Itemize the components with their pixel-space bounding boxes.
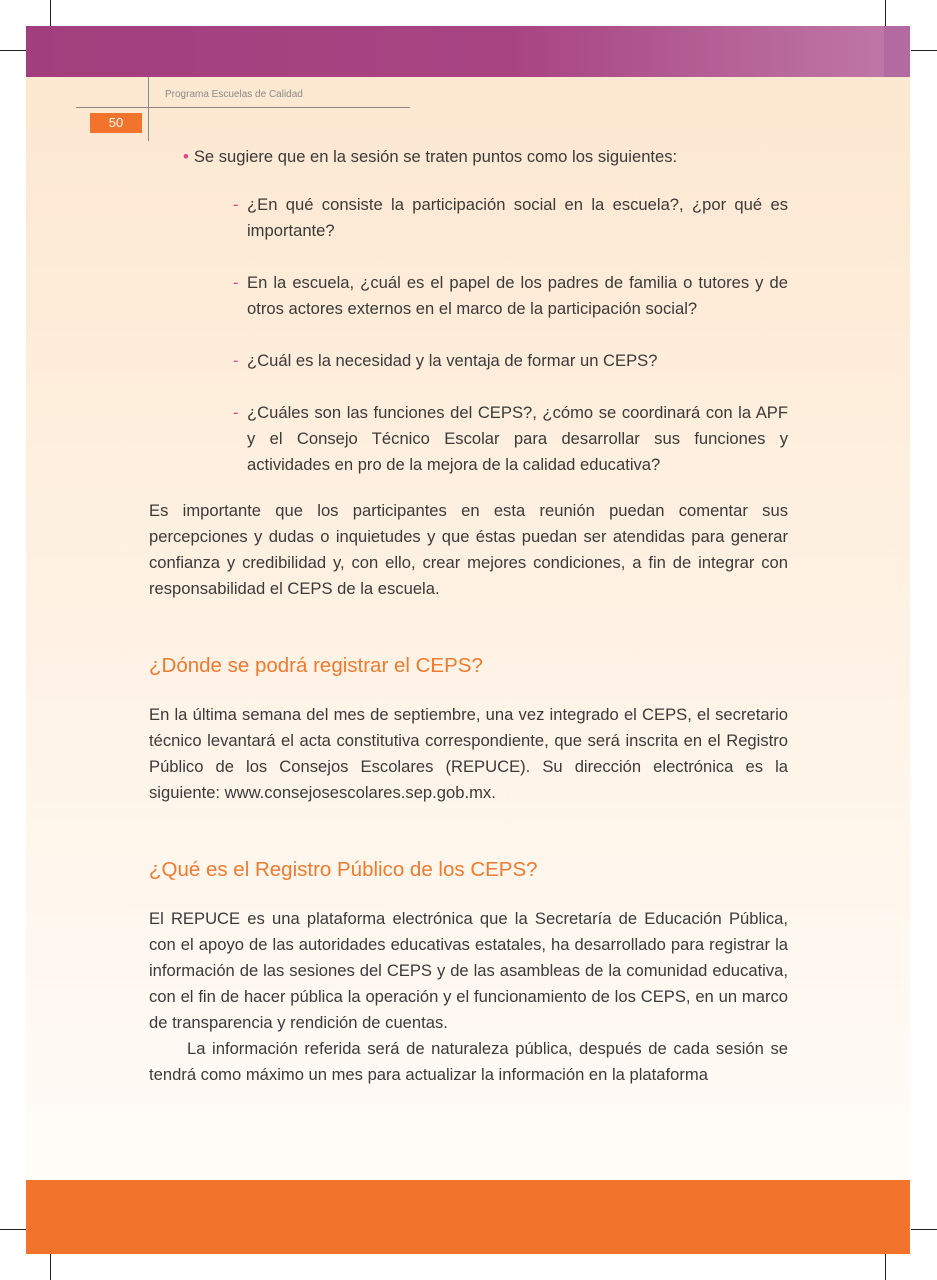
list-item: - ¿Cuáles son las funciones del CEPS?, ¿cómo se coordinará con la APF y el Consejo Técnico Escolar para desarrollar sus funciones y actividades en pro de la mejora de la calidad educativa?	[233, 400, 788, 478]
paragraph-participation: Es importante que los participantes en esta reunión puedan comentar sus percepciones y dudas o inquietudes y que éstas puedan ser atendidas para generar confianza y credibilidad y, con ello, crear mejores condiciones, a fin de integrar con responsabilidad el CEPS de la escuela.	[149, 501, 788, 598]
top-color-band	[26, 26, 910, 77]
crop-mark	[885, 1254, 886, 1280]
list-item: - ¿Cuál es la necesidad y la ventaja de formar un CEPS?	[233, 348, 788, 374]
section-heading-register: ¿Dónde se podrá registrar el CEPS?	[149, 654, 483, 677]
crop-mark	[885, 0, 886, 26]
dash-icon: -	[233, 195, 239, 214]
page-number: 50	[90, 113, 142, 133]
crop-mark	[911, 50, 937, 51]
paragraph-repuce: El REPUCE es una plataforma electrónica que la Secretaría de Educación Pública, con el apoyo de las autoridades educativas estatales, ha desarrollado para registrar la información de las sesiones del CEPS y de las asambleas de la comunidad educativa, con el fin de hacer pública la operación y el funcionamiento de los CEPS, en un marco de transparencia y rendición de cuentas.	[149, 909, 788, 1032]
crop-mark	[0, 50, 26, 51]
header-divider-vertical	[148, 77, 149, 141]
dash-icon: -	[233, 403, 239, 422]
page-content	[149, 144, 788, 1088]
top-band-accent	[884, 26, 910, 77]
list-item: - ¿En qué consiste la participación social en la escuela?, ¿por qué es importante?	[233, 192, 788, 244]
dash-icon: -	[233, 273, 239, 292]
crop-mark	[911, 1229, 937, 1230]
crop-mark	[0, 1229, 26, 1230]
crop-mark	[50, 0, 51, 26]
paragraph-public-info: La información referida será de naturaleza pública, después de cada sesión se tendrá como máximo un mes para actualizar la información en la plataforma	[149, 1039, 788, 1084]
intro-bullet-text: Se sugiere que en la sesión se traten puntos como los siguientes:	[193, 147, 678, 166]
bottom-color-band	[26, 1180, 910, 1254]
crop-mark	[50, 1254, 51, 1280]
paragraph-register: En la última semana del mes de septiembre, una vez integrado el CEPS, el secretario técnico levantará el acta constitutiva correspondiente, que será inscrita en el Registro Público de los Consejos Escolares (REPUCE). Su dirección electrónica es la siguiente: www.consejosescolares.sep.gob.mx.	[149, 705, 788, 802]
document-page	[26, 26, 910, 1254]
bullet-dot-icon: •	[183, 147, 189, 166]
dash-icon: -	[233, 351, 239, 370]
points-list	[149, 192, 788, 478]
running-head: Programa Escuelas de Calidad	[165, 89, 303, 100]
list-item: - En la escuela, ¿cuál es el papel de los padres de familia o tutores y de otros actores externos en el marco de la participación social?	[233, 270, 788, 322]
header-divider-horizontal	[76, 107, 410, 108]
intro-bullet	[183, 144, 788, 170]
section-heading-repuce: ¿Qué es el Registro Público de los CEPS?	[149, 858, 538, 881]
